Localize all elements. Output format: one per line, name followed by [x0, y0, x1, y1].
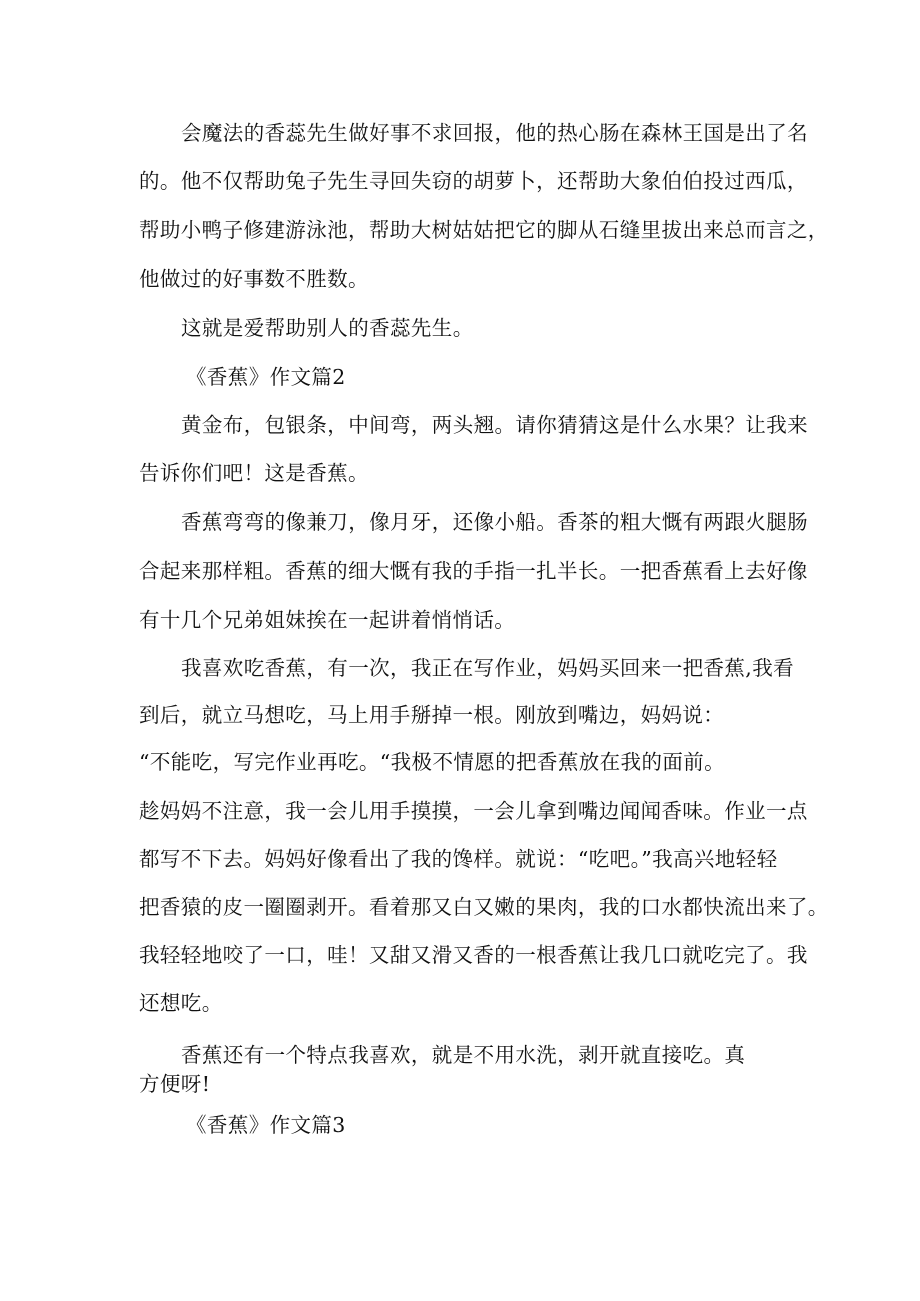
text-line: 这就是爱帮助别人的香蕊先生。	[181, 316, 474, 340]
text-line: 我轻轻地咬了一口，哇！又甜又滑又香的一根香蕉让我几口就吃完了。我	[139, 943, 808, 967]
text-line: 黄金布，包银条，中间弯，两头翘。请你猜猜这是什么水果？让我来	[181, 413, 808, 437]
text-line: 他做过的好事数不胜数。	[139, 267, 369, 291]
text-line: “不能吃，写完作业再吃。“我极不情愿的把香蕉放在我的面前。	[139, 750, 726, 774]
text-line: 告诉你们吧！这是香蕉。	[139, 461, 369, 485]
text-line: 方便呀!	[139, 1072, 211, 1096]
text-line: 到后，就立马想吃，马上用手掰掉一根。刚放到嘴边，妈妈说：	[139, 703, 725, 727]
text-line: 合起来那样粗。香蕉的细大慨有我的手指一扎半长。一把香蕉看上去好像	[139, 559, 808, 583]
text-line: 香蕉还有一个特点我喜欢，就是不用水洗，剥开就直接吃。真	[181, 1043, 746, 1067]
text-line: 还想吃。	[139, 991, 223, 1015]
text-line: 有十几个兄弟姐妹挨在一起讲着悄悄话。	[139, 608, 516, 632]
text-line: 趁妈妈不注意，我一会儿用手摸摸，一会儿拿到嘴边闻闻香味。作业一点	[139, 799, 808, 823]
text-line: 都写不下去。妈妈好像看出了我的馋样。就说：“吃吧。”我高兴地轻轻	[139, 847, 778, 871]
text-line: 我喜欢吃香蕉，有一次，我正在写作业，妈妈买回来一把香蕉,我看	[181, 656, 795, 680]
text-line: 会魔法的香蕊先生做好事不求回报，他的热心肠在森林王国是出了名	[181, 121, 808, 145]
text-line: 帮助小鸭子修建游泳池，帮助大树姑姑把它的脚从石缝里拔出来总而言之，	[139, 218, 829, 242]
text-line: 把香猿的皮一圈圈剥开。看着那又白又嫩的果肉，我的口水都快流出来了。	[139, 895, 829, 919]
text-line: 香蕉弯弯的像兼刀，像月牙，还像小船。香茶的粗大慨有两跟火腿肠	[181, 510, 808, 534]
section-heading: 《香蕉》作文篇2	[186, 365, 346, 389]
text-line: 的。他不仅帮助兔子先生寻回失窃的胡萝卜，还帮助大象伯伯投过西瓜，	[139, 169, 808, 193]
section-heading: 《香蕉》作文篇3	[186, 1113, 346, 1137]
